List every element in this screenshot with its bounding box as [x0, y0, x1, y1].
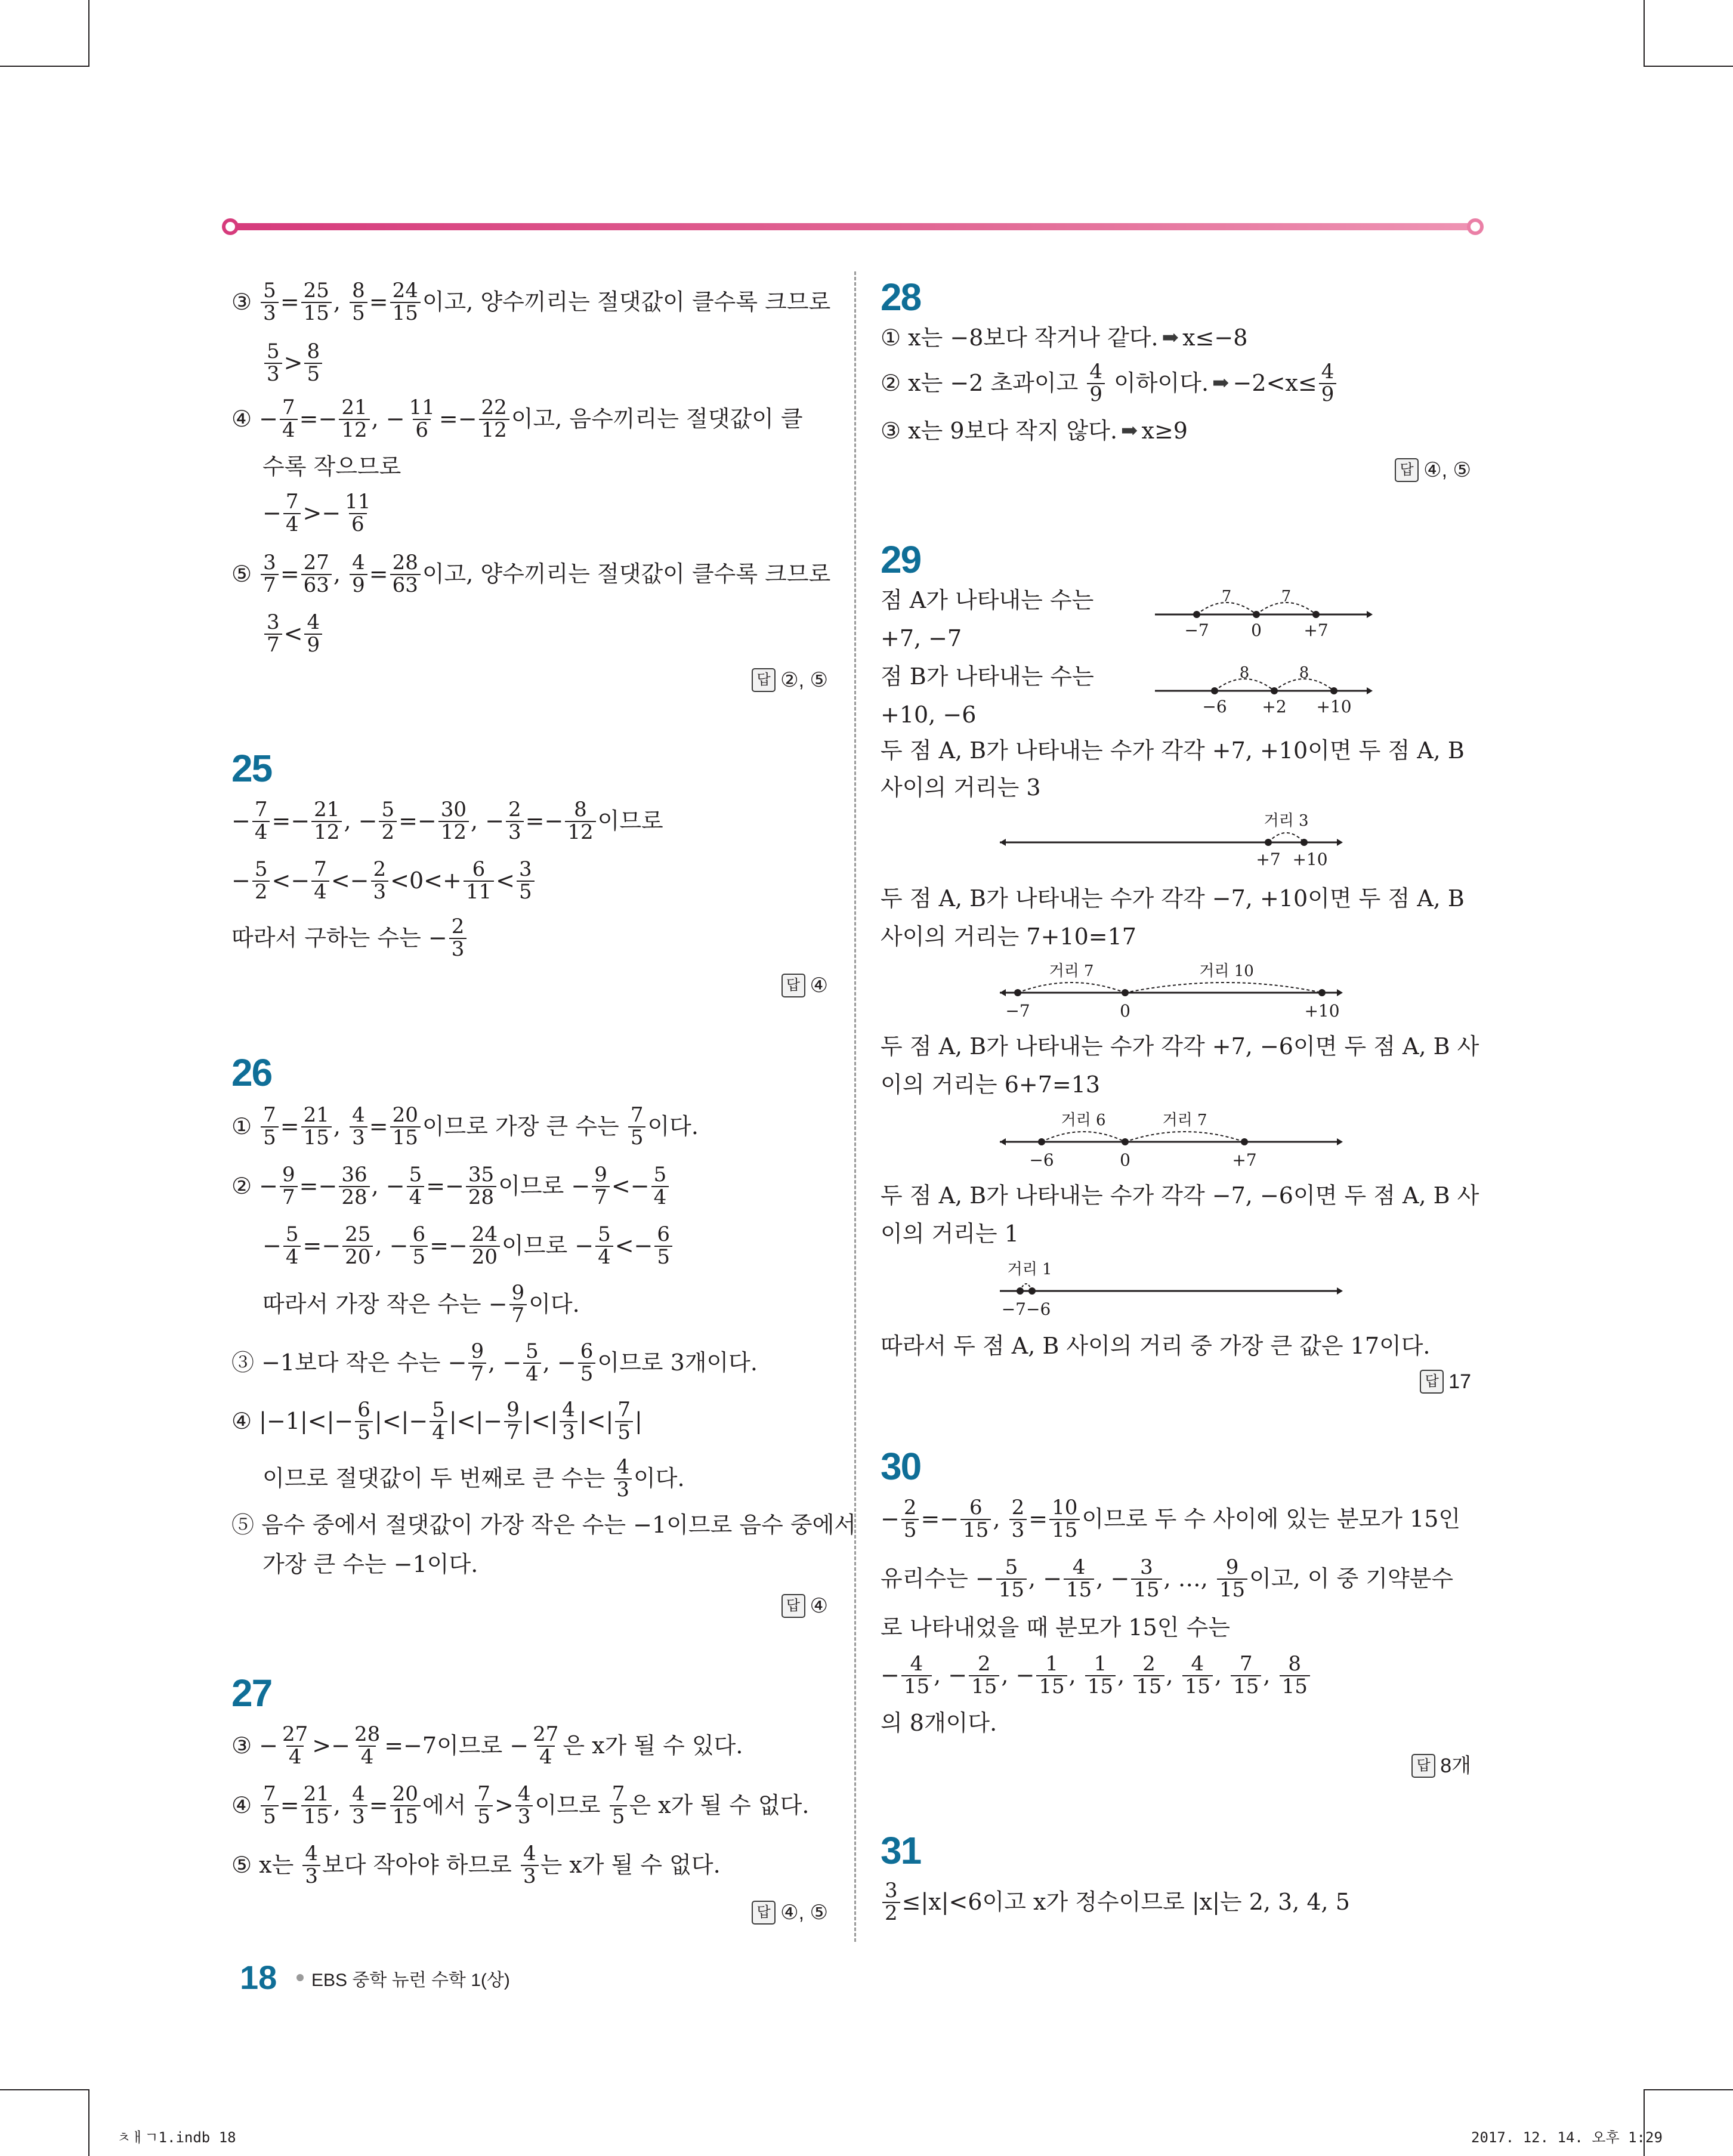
- svg-text:−7: −7: [1005, 1001, 1030, 1021]
- print-slug-left: ㅊㅐㄱ1.indb 18: [117, 2129, 236, 2146]
- fraction: 8 5: [350, 280, 367, 324]
- s29-p3b: 이의 거리는 6+7=13: [881, 1071, 1101, 1098]
- s29-l2: +7, −7: [881, 625, 962, 651]
- s28-3: ③ x는 9보다 작지 않다. ➡ x≥9: [881, 418, 1188, 444]
- s25-line1: − 7 4 =− 21 12 , − 5 2 =− 30 12 , − 2 3 =− 8 12 이므로: [231, 798, 663, 844]
- svg-text:+10: +10: [1304, 1001, 1340, 1021]
- svg-text:0: 0: [1120, 1150, 1130, 1170]
- section-28: 28: [881, 276, 921, 319]
- s26-2b: − 5 4 =− 25 20 , − 6 5 =− 24 20 이므로 − 5 4 <− 6 5: [262, 1224, 674, 1268]
- number-line-6: [1000, 1259, 1346, 1318]
- right-column: [881, 274, 1477, 1945]
- s26-4: ④ |−1|<|− 6 5 |<|− 5 4 |<|− 9 7 |<| 4 3 |<| 7 5 |: [231, 1398, 642, 1444]
- tick-label: +7: [1303, 620, 1329, 640]
- answer-27: 답 ④, ⑤: [752, 1901, 828, 1925]
- s27-4: ④ 7 5 = 21 15 , 4 3 = 20 15 에서 7 5 > 4 3 이므로 7 5 은 x가 될 수 없다.: [231, 1782, 810, 1828]
- s26-1: ① 7 5 = 21 15 , 4 3 = 20 15 이므로 가장 큰 수는 7 5 이다.: [231, 1103, 699, 1150]
- number-line-5: [1000, 1110, 1346, 1169]
- arc-label: 7: [1281, 588, 1292, 606]
- s25-line3: 따라서 구하는 수는 − 2 3: [231, 916, 468, 960]
- s29-p3a: 두 점 A, B가 나타내는 수가 각각 +7, −6이면 두 점 A, B 사: [881, 1033, 1479, 1060]
- svg-text:−6: −6: [1029, 1150, 1054, 1170]
- svg-text:거리 6: 거리 6: [1061, 1111, 1106, 1129]
- item-24-5-concl: 3 7 < 4 9: [262, 612, 324, 656]
- s28-1: ① x는 −8보다 작거나 같다. ➡ x≤−8: [881, 325, 1248, 351]
- page-number: 18: [240, 1959, 277, 1996]
- s29-concl: 따라서 두 점 A, B 사이의 거리 중 가장 큰 값은 17이다.: [881, 1333, 1431, 1359]
- s27-5: ⑤ x는 4 3 보다 작아야 하므로 4 3 는 x가 될 수 없다.: [231, 1842, 721, 1888]
- bullet-icon: [296, 1974, 304, 1981]
- s26-2c: 따라서 가장 작은 수는 − 9 7 이다.: [262, 1281, 580, 1327]
- s25-line2: − 5 2 <− 7 4 <− 2 3 <0<+ 6 11 < 3 5: [231, 859, 536, 903]
- svg-text:거리 3: 거리 3: [1264, 812, 1309, 830]
- print-slug-right: 2017. 12. 14. 오후 1:29: [1471, 2129, 1663, 2146]
- s29-p2b: 사이의 거리는 7+10=17: [881, 923, 1136, 950]
- answer-24: 답 ②, ⑤: [752, 668, 828, 693]
- left-column: [231, 274, 857, 1945]
- item-24-3: ③ 5 3 = 25 15 , 8 5 = 24 15 이고, 양수끼리는 절댓값이 클수록 크므로: [231, 279, 831, 325]
- crop-mark: [88, 0, 89, 67]
- crop-mark: [0, 66, 89, 67]
- item-24-5: ⑤ 3 7 = 27 63 , 4 9 = 28 63 이고, 양수끼리는 절댓값이 클수록 크므로: [231, 551, 831, 597]
- crop-mark: [1644, 66, 1733, 67]
- fraction: 24 15: [390, 280, 421, 324]
- section-30: 30: [881, 1445, 921, 1488]
- s29-p1a: 두 점 A, B가 나타내는 수가 각각 +7, +10이면 두 점 A, B: [881, 737, 1465, 764]
- svg-text:0: 0: [1120, 1001, 1130, 1021]
- tick-label: −7: [1184, 620, 1209, 640]
- crop-mark: [0, 2089, 89, 2090]
- answer-25: 답 ④: [781, 974, 828, 998]
- s30-3: 로 나타내었을 때 분모가 15인 수는: [881, 1614, 1230, 1641]
- item-24-4-concl: − 7 4 > − 11 6: [262, 490, 371, 536]
- header-rule: [222, 218, 1484, 235]
- section-29: 29: [881, 538, 921, 581]
- arc-label: 7: [1221, 588, 1232, 606]
- s26-4b: 이므로 절댓값이 두 번째로 큰 수는 4 3 이다.: [262, 1455, 685, 1502]
- section-26: 26: [231, 1051, 272, 1094]
- fraction: 25 15: [301, 280, 332, 324]
- item-24-4: ④ − 7 4 =− 21 12 , − 11 6 =− 22 12 이고, 음수끼리는 절댓값이 클: [231, 396, 803, 442]
- s29-p4a: 두 점 A, B가 나타내는 수가 각각 −7, −6이면 두 점 A, B 사: [881, 1182, 1479, 1209]
- number-line-4: [1000, 960, 1346, 1020]
- svg-text:거리 7: 거리 7: [1162, 1111, 1207, 1129]
- s26-3: ③ −1보다 작은 수는 − 9 7 , − 5 4 , − 6 5 이므로 3개이다.: [231, 1339, 758, 1386]
- section-31: 31: [881, 1829, 921, 1872]
- s29-p4b: 이의 거리는 1: [881, 1221, 1019, 1247]
- s29-l1: 점 A가 나타내는 수는: [881, 587, 1094, 613]
- svg-text:거리 7: 거리 7: [1049, 962, 1094, 980]
- svg-text:8: 8: [1239, 664, 1250, 682]
- text: 이고, 양수끼리는 절댓값이 클수록 크므로: [422, 288, 831, 315]
- svg-text:+10: +10: [1292, 850, 1328, 869]
- svg-text:+7: +7: [1256, 850, 1281, 869]
- svg-text:거리 10: 거리 10: [1199, 962, 1254, 980]
- crop-mark: [1644, 2089, 1733, 2090]
- s28-2: ② x는 −2 초과이고 4 9 이하이다. ➡ −2<x≤ $\frac{4}{9}$: [881, 362, 1338, 405]
- s29-l4: +10, −6: [881, 702, 977, 728]
- s30-2: 유리수는 − 5 15 , − 4 15 , − 3 15 , …, 9 15 이고, 이 중 기약분수: [881, 1555, 1454, 1602]
- svg-text:+2: +2: [1262, 697, 1287, 716]
- crop-mark: [1644, 0, 1645, 67]
- s29-p1b: 사이의 거리는 3: [881, 774, 1041, 801]
- column-divider: [854, 271, 856, 1942]
- s27-3: ③ − 27 4 >− $\frac{28}{4}$ =−7이므로 − 27 4 은 x가 될 수 있다.: [231, 1722, 743, 1769]
- answer-26: 답 ④: [781, 1594, 828, 1618]
- s29-l3: 점 B가 나타내는 수는: [881, 663, 1094, 690]
- item-24-3-concl: 5 3 > 8 5: [262, 341, 324, 385]
- section-27: 27: [231, 1672, 272, 1715]
- number-line-1: [1155, 585, 1370, 640]
- s26-5a: ⑤ 음수 중에서 절댓값이 가장 작은 수는 −1이므로 음수 중에서: [231, 1512, 857, 1538]
- s31-1: $\frac{3}{2}$ ≤|x|<6이고 x가 정수이므로 |x|는 2, 3, 4, 5: [881, 1880, 1350, 1924]
- s30-5: 의 8개이다.: [881, 1710, 997, 1736]
- section-25: 25: [231, 747, 272, 790]
- book-title: EBS 중학 뉴런 수학 1(상): [311, 1970, 510, 1990]
- item-24-4-b: 수록 작으므로: [262, 453, 401, 480]
- number-line-2: [1155, 661, 1370, 716]
- number-line-3: [1000, 811, 1346, 869]
- answer-29: 답 17: [1420, 1370, 1471, 1394]
- fraction: 5 3: [261, 280, 279, 324]
- svg-text:+7: +7: [1232, 1150, 1257, 1170]
- s26-5b: 가장 큰 수는 −1이다.: [262, 1551, 478, 1577]
- s30-1: − 2 5 =− 6 15 , 2 3 = 10 15 이므로 두 수 사이에 있는 분모가 15인: [881, 1496, 1461, 1542]
- svg-text:−7−6: −7−6: [1001, 1299, 1051, 1319]
- s30-4: − 4 15 , − 2 15 , − 1 15 , 1 15 , 2 15 , 4 15 , 7 15 , 8 15: [881, 1654, 1312, 1697]
- svg-text:−6: −6: [1202, 697, 1227, 716]
- svg-text:거리 1: 거리 1: [1007, 1261, 1052, 1278]
- svg-text:8: 8: [1299, 664, 1309, 682]
- tick-label: 0: [1251, 620, 1262, 640]
- crop-mark: [88, 2089, 89, 2156]
- s26-2a: ② − 9 7 =− 36 28 , − 5 4 =− 35 28 이므로 − 9 7 <− 5 4: [231, 1165, 671, 1208]
- s29-p2a: 두 점 A, B가 나타내는 수가 각각 −7, +10이면 두 점 A, B: [881, 885, 1465, 912]
- svg-text:+10: +10: [1316, 697, 1352, 716]
- answer-30: 답 8개: [1411, 1754, 1471, 1778]
- mark: ③: [231, 288, 252, 315]
- answer-28: 답 ④, ⑤: [1395, 458, 1471, 483]
